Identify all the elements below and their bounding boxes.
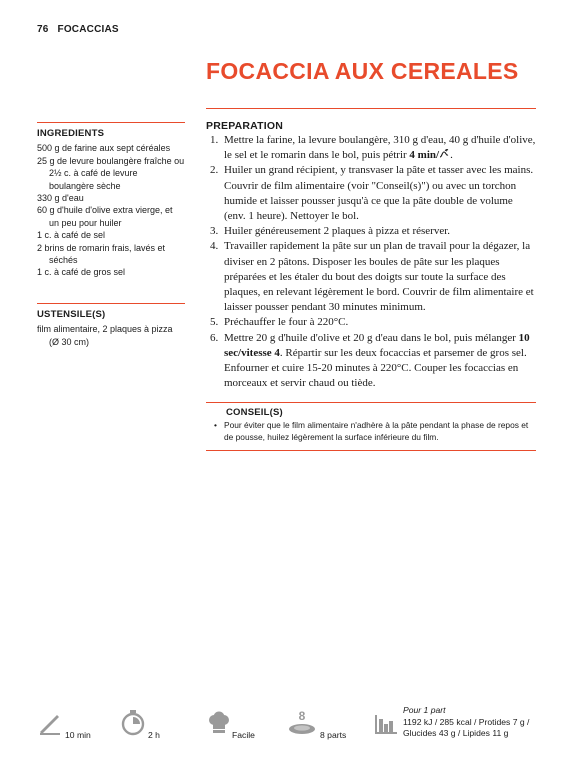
portions-plate-icon — [287, 709, 317, 737]
step-text-end: . Répartir sur les deux focaccias et parsemer de gros sel. Enfourner et cuire 15-20 minutes à 220°C. Couper les focaccias en morceaux et servir chaud ou tiède. — [224, 346, 527, 390]
step-text: Mettre 20 g d'huile d'olive et 20 g d'eau dans le bol, puis mélanger — [224, 331, 519, 344]
step-item — [206, 133, 536, 163]
step-text: Mettre la farine, la levure boulangère, 310 g d'eau, 40 g d'huile d'olive, le sel et le romarin dans le bol, puis pétrir — [224, 134, 536, 162]
section-name: FOCACCIAS — [57, 24, 119, 35]
step-item — [206, 239, 536, 315]
page-header — [37, 24, 119, 35]
tip-bottom-rule — [206, 450, 536, 451]
tip-heading: CONSEIL(S) — [226, 407, 283, 418]
nutrition-line-2: Glucides 43 g / Lipides 11 g — [403, 728, 509, 739]
step-number: 4. — [210, 240, 219, 253]
nutrition-line-1: 1192 kJ / 285 kcal / Protides 7 g / — [403, 716, 530, 727]
step-item — [206, 163, 536, 224]
portions: 8 parts — [320, 730, 347, 740]
dough-mode-icon — [439, 149, 450, 159]
step-item — [206, 331, 536, 392]
ingredient-item: 330 g d'eau — [37, 193, 84, 204]
ingredients-rule — [37, 122, 185, 123]
tip-text — [214, 420, 536, 444]
recipe-title: FOCACCIA AUX CEREALES — [206, 58, 519, 84]
nutrition-info — [403, 705, 563, 740]
total-time: 2 h — [148, 730, 160, 740]
ingredient-item: 1 c. à café de gros sel — [37, 267, 126, 278]
ingredients-list — [37, 142, 185, 278]
step-bold: 10 sec/vitesse 4 — [224, 331, 530, 359]
utensils-heading: USTENSILE(S) — [37, 309, 106, 320]
preparation-rule — [206, 108, 536, 109]
preparation-heading: PREPARATION — [206, 120, 284, 132]
step-number: 2. — [210, 164, 219, 177]
chef-hat-icon — [207, 711, 231, 735]
utensils-rule — [37, 303, 185, 304]
ingredients-heading: INGREDIENTS — [37, 128, 105, 139]
step-number: 1. — [210, 134, 219, 146]
utensil-item: film alimentaire, 2 plaques à pizza (Ø 30 cm) — [37, 324, 173, 347]
step-text: Huiler généreusement 2 plaques à pizza et réserver. — [224, 225, 451, 238]
knife-icon — [38, 712, 62, 736]
ingredient-item: 1 c. à café de sel — [37, 230, 106, 241]
step-number: 5. — [210, 316, 219, 329]
ingredient-item: 2 brins de romarin frais, lavés et séchés — [37, 242, 166, 266]
step-text-end: . — [450, 149, 453, 162]
ingredient-item: 60 g d'huile d'olive extra vierge, et un peu pour huiler — [37, 205, 173, 228]
utensils-list — [37, 323, 185, 348]
step-text: Huiler un grand récipient, y transvaser la pâte et tasser avec les mains. Couvrir de film alimentaire (voir "Conseil(s)") ou avec un torchon humide et laisser pousser jusqu'à ce que la pâte double de volume (env. 1 heure). Nettoyer le bol. — [224, 164, 534, 223]
step-item — [206, 224, 536, 239]
step-number: 3. — [210, 225, 219, 238]
step-number: 6. — [210, 331, 219, 344]
ingredient-item: 25 g de levure boulangère fraîche ou 2½ c. à café de levure boulangère sèche — [37, 155, 185, 191]
ingredients-section — [37, 128, 185, 279]
portions-badge: 8 — [298, 709, 306, 723]
step-bold: 4 min/ — [409, 149, 440, 162]
utensils-section — [37, 309, 185, 348]
tip-bullet: • — [214, 420, 217, 430]
difficulty: Facile — [232, 730, 255, 740]
tip-top-rule — [206, 402, 536, 403]
preparation-steps — [206, 133, 536, 391]
timer-icon — [121, 710, 145, 736]
prep-time: 10 min — [65, 730, 91, 740]
nutrition-label: Pour 1 part — [403, 705, 446, 715]
step-text: Préchauffer le four à 220°C. — [224, 316, 349, 329]
nutrition-chart-icon — [374, 711, 398, 735]
step-item — [206, 315, 536, 330]
ingredient-item: 500 g de farine aux sept céréales — [37, 143, 171, 154]
tip-body: Pour éviter que le film alimentaire n'adhère à la pâte pendant la phase de repos et de pousse, huilez légèrement la surface inférieure du film. — [224, 420, 529, 442]
page-number: 76 — [37, 24, 49, 35]
step-text: Travailler rapidement la pâte sur un plan de travail pour la dégazer, la diviser en 2 pâtons. Disposer les boules de pâte sur les plaques préparées et les étaler du bout des doigts sur toute la surface des plaques, en relevant légèrement le bord. Couvrir de film alimentaire et laisser pousser pendant 30 minutes minimum. — [224, 240, 534, 314]
